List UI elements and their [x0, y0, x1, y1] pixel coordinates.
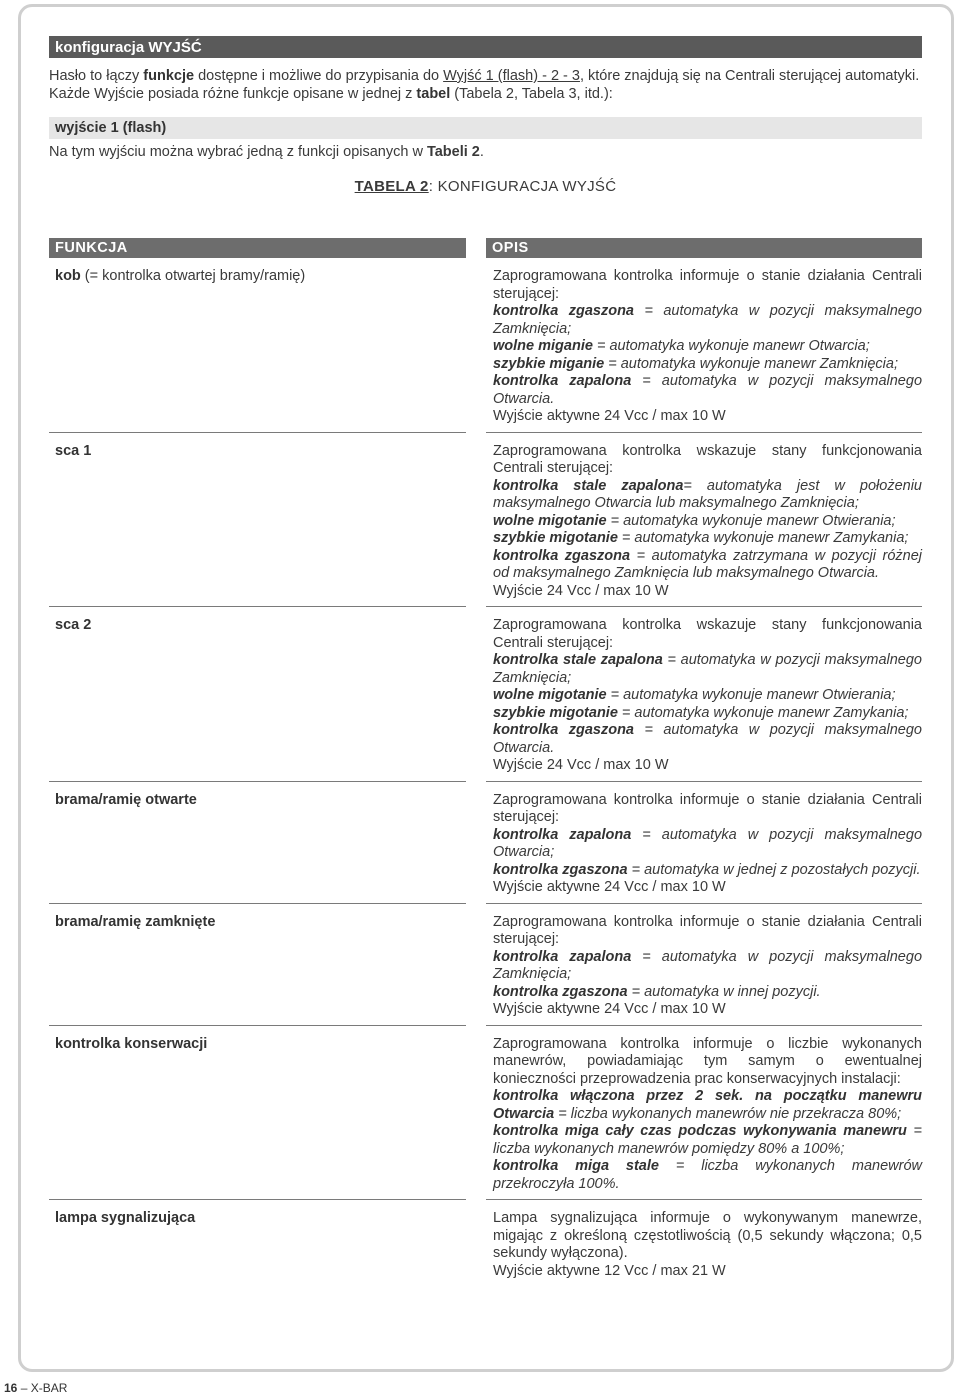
description-line: kontrolka włączona przez 2 sek. na początku manewru Otwarcia = liczba wykonanych manewrów nie przekracza 80%; [493, 1088, 922, 1122]
description-line: kontrolka zapalona = automatyka w pozycji maksymalnego Otwarcia. [493, 373, 923, 407]
description-cell [493, 782, 922, 904]
function-name: lampa sygnalizująca [55, 1210, 196, 1226]
description-line: Lampa sygnalizująca informuje o wykonywanym manewrze, migając z określoną częstotliwością (0,5 sekundy włączona; 0,5 sekundy wyłączona). [493, 1210, 922, 1261]
function-cell [55, 1210, 465, 1228]
function-name: sca 1 [55, 442, 92, 459]
description-line: kontrolka miga cały czas podczas wykonywania manewru = liczba wykonanych manewrów pomiędzy 80% a 100%; [493, 1123, 923, 1157]
function-cell [55, 914, 465, 932]
description-line: Zaprogramowana kontrolka informuje o liczbie wykonanych manewrów, powiadamiając tym samym o ewentualnej konieczności przeprowadzenia prac konserwacyjnych instalacji: [493, 1035, 922, 1087]
description-line: wolne migotanie = automatyka wykonuje manewr Otwierania; [493, 512, 896, 529]
description-line: Zaprogramowana kontrolka wskazuje stany funkcjonowania Centrali sterującej: [493, 442, 922, 476]
description-line: Wyjście 24 Vcc / max 10 W [493, 582, 669, 599]
table-title: TABELA 2: KONFIGURACJA WYJŚĆ [354, 178, 617, 195]
function-cell [55, 443, 465, 461]
description-line: Zaprogramowana kontrolka wskazuje stany funkcjonowania Centrali sterującej: [493, 617, 922, 651]
description-line: Wyjście 24 Vcc / max 10 W [493, 757, 669, 773]
description-cell [493, 607, 922, 782]
description-line: Wyjście aktywne 24 Vcc / max 10 W [493, 879, 726, 895]
table-row [49, 1026, 922, 1201]
page-footer: 16 – X-BAR [4, 1381, 68, 1395]
table-row [49, 607, 922, 782]
description-line: Zaprogramowana kontrolka informuje o stanie działania Centrali sterującej: [493, 913, 922, 947]
table-body [49, 258, 922, 1287]
description-line: kontrolka stale zapalona= automatyka jest w położeniu maksymalnego Otwarcia lub maksymalnego Zamknięcia; [493, 477, 922, 511]
column-header-function: FUNKCJA [49, 238, 466, 258]
description-line: kontrolka zgaszona = automatyka w pozycji maksymalnego Otwarcia. [493, 722, 922, 756]
table-row [49, 904, 922, 1026]
description-line: kontrolka zgaszona = automatyka w innej pozycji. [493, 983, 821, 1000]
description-line: wolne migotanie = automatyka wykonuje manewr Otwierania; [493, 687, 896, 703]
description-cell [493, 904, 922, 1026]
function-cell [55, 617, 465, 635]
description-line: Wyjście aktywne 24 Vcc / max 10 W [493, 408, 726, 424]
description-line: kontrolka miga stale = liczba wykonanych manewrów przekroczyła 100%. [493, 1158, 923, 1192]
description-line: Zaprogramowana kontrolka informuje o stanie działania Centrali sterującej: [493, 268, 922, 302]
description-line: Wyjście aktywne 12 Vcc / max 21 W [493, 1262, 726, 1279]
description-line: wolne miganie = automatyka wykonuje manewr Otwarcia; [493, 338, 870, 354]
description-line: Zaprogramowana kontrolka informuje o stanie działania Centrali sterującej: [493, 791, 922, 825]
description-cell [493, 1200, 922, 1287]
page-content [49, 36, 923, 1279]
description-line: kontrolka zapalona = automatyka w pozycji maksymalnego Zamknięcia; [493, 948, 923, 982]
description-line: szybkie migotanie = automatyka wykonuje manewr Zamykania; [493, 530, 909, 546]
description-line: kontrolka stale zapalona = automatyka w pozycji maksymalnego Zamknięcia; [493, 652, 922, 686]
function-name: sca 2 [55, 617, 92, 633]
subsection-text: Na tym wyjściu można wybrać jedną z funkcji opisanych w Tabeli 2. [49, 144, 484, 160]
function-name: kontrolka konserwacji [55, 1035, 208, 1052]
table-row [49, 782, 922, 904]
subsection-title: wyjście 1 (flash) [49, 117, 922, 139]
function-note: (= kontrolka otwartej bramy/ramię) [80, 268, 306, 284]
function-cell [55, 268, 465, 286]
description-line: szybkie miganie = automatyka wykonuje manewr Zamknięcia; [493, 355, 898, 372]
description-line: kontrolka zapalona = automatyka w pozycji maksymalnego Otwarcia; [493, 826, 923, 860]
function-name: kob [55, 268, 81, 284]
table-row [49, 433, 922, 608]
description-line: szybkie migotanie = automatyka wykonuje manewr Zamykania; [493, 704, 909, 721]
config-table [49, 238, 922, 1287]
function-name: brama/ramię otwarte [55, 791, 197, 808]
intro-paragraph: Hasło to łączy funkcje dostępne i możliwe do przypisania do Wyjść 1 (flash) - 2 - 3, które znajdują się na Centrali sterującej automatyki. Każde Wyjście posiada różne funkcje opisane w jednej z tabel (Tabela 2, Tabela 3, itd.): [49, 68, 920, 102]
table-row [49, 1200, 922, 1287]
description-line: kontrolka zgaszona = automatyka w jednej z pozostałych pozycji. [493, 861, 921, 878]
column-header-description: OPIS [486, 238, 922, 258]
table-row [49, 258, 922, 433]
description-cell [493, 433, 922, 608]
section-title: konfiguracja WYJŚĆ [49, 36, 922, 58]
table-header [49, 238, 922, 258]
description-line: kontrolka zgaszona = automatyka w pozycji maksymalnego Zamknięcia; [493, 303, 922, 337]
function-name: brama/ramię zamknięte [55, 913, 216, 930]
description-line: Wyjście aktywne 24 Vcc / max 10 W [493, 1001, 726, 1017]
description-cell [493, 1026, 922, 1201]
function-cell [55, 1036, 465, 1054]
function-cell [55, 792, 465, 810]
description-cell [493, 258, 922, 433]
description-line: kontrolka zgaszona = automatyka zatrzymana w pozycji różnej od maksymalnego Zamknięcia lub maksymalnego Otwarcia. [493, 547, 922, 581]
